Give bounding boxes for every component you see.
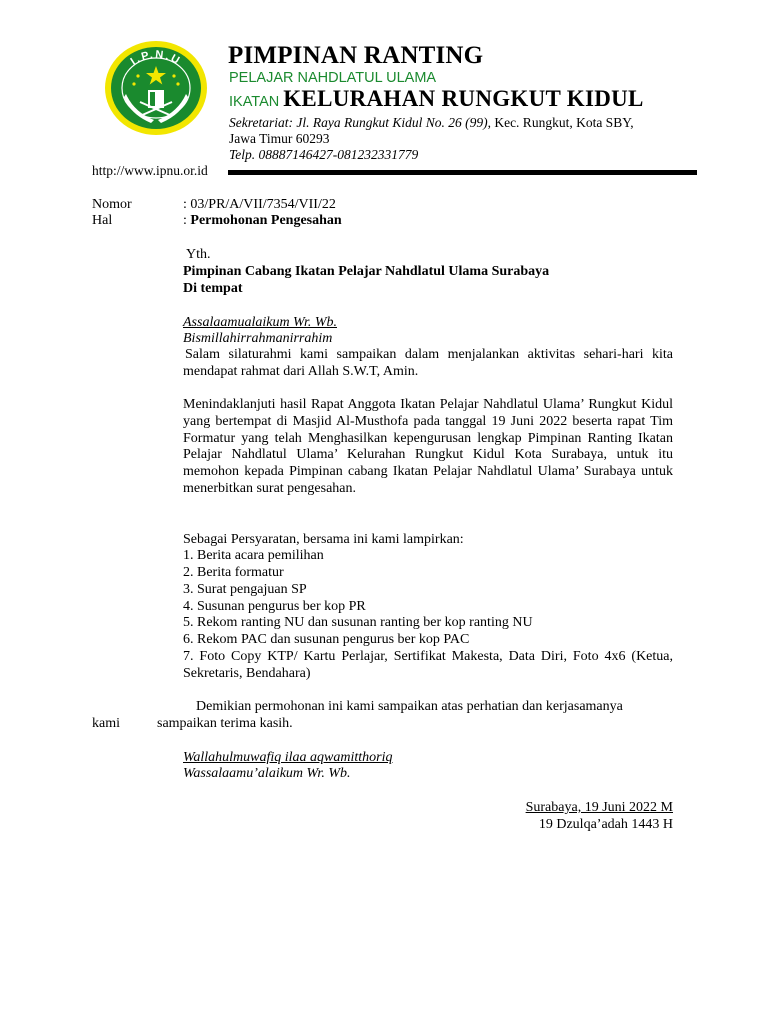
hal-row xyxy=(183,213,342,230)
letterhead-title: PIMPINAN RANTING xyxy=(228,42,484,69)
paragraph-2: Menindaklanjuti hasil Rapat Anggota Ikatan Pelajar Nahdlatul Ulama’ Rungkut Kidul yang bertempat di Masjid Al-Musthofa pada tanggal 19 Juni 2022 beserta rapat Tim Formatur yang telah Menghasilkan kepengurusan lengkap Pimpinan Ranting Ikatan Pelajar Nahdlatul Ulama’ Kelurahan Rungkut Kidul Kota Surabaya, untuk itu memohon kepada Pimpinan cabang Ikatan Pelajar Nahdlatul Ulama’ Surabaya untuk menerbitkan surat pengesahan. xyxy=(183,397,673,496)
letterhead-ikatan: IKATAN xyxy=(229,94,280,110)
attachment-item: 7. Foto Copy KTP/ Kartu Perlajar, Sertifikat Makesta, Data Diri, Foto 4x6 (Ketua, Sekretaris, Bendahara) xyxy=(183,649,673,681)
closing-line1: Demikian permohonan ini kami sampaikan atas perhatian dan kerjasamanya xyxy=(196,699,623,714)
logo-text: I.P.N.U xyxy=(128,48,184,68)
letterhead-kelurahan: KELURAHAN RUNGKUT KIDUL xyxy=(283,86,644,111)
nomor-value: : 03/PR/A/VII/7354/VII/22 xyxy=(183,197,336,212)
paragraph-1: Salam silaturahmi kami sampaikan dalam menjalankan aktivitas sehari-hari kita mendapat rahmat dari Allah S.W.T, Amin. xyxy=(183,347,673,379)
header-rule xyxy=(228,170,697,175)
yth: Yth. xyxy=(186,247,211,262)
date-masehi: Surabaya, 19 Juni 2022 M xyxy=(525,800,673,815)
ipnu-logo xyxy=(104,40,208,136)
attachment-item: 6. Rekom PAC dan susunan pengurus ber kop PAC xyxy=(183,632,470,647)
letterhead-line3 xyxy=(229,86,644,112)
address-rest: , Kec. Rungkut, Kota SBY, xyxy=(487,115,634,130)
recipient-name: Pimpinan Cabang Ikatan Pelajar Nahdlatul Ulama Surabaya xyxy=(183,264,550,279)
website-link[interactable]: http://www.ipnu.or.id xyxy=(92,163,208,178)
phone: Telp. 08887146427-081232331779 xyxy=(229,147,419,162)
letterhead-address xyxy=(229,115,634,131)
attachment-item: 3. Surat pengajuan SP xyxy=(183,582,307,597)
nomor-label: Nomor xyxy=(92,197,132,212)
hal-label: Hal xyxy=(92,213,113,228)
basmalah: Bismillahirrahmanirrahim xyxy=(183,331,333,346)
address-line2: Jawa Timur 60293 xyxy=(229,131,330,146)
wallahul: Wallahulmuwafiq ilaa aqwamitthoriq xyxy=(183,750,393,765)
closing-line2b: sampaikan terima kasih. xyxy=(157,716,293,731)
closing-line2a: kami xyxy=(92,716,120,731)
paragraph-3: Sebagai Persyaratan, bersama ini kami lampirkan: xyxy=(183,532,464,547)
attachment-item: 1. Berita acara pemilihan xyxy=(183,548,324,563)
wassalam: Wassalaamu’alaikum Wr. Wb. xyxy=(183,766,351,781)
hal-colon: : xyxy=(183,213,187,228)
attachment-item: 5. Rekom ranting NU dan susunan ranting ber kop ranting NU xyxy=(183,615,533,630)
letterhead-subtitle: PELAJAR NAHDLATUL ULAMA xyxy=(229,70,437,86)
attachment-item: 2. Berita formatur xyxy=(183,565,284,580)
recipient-place: Di tempat xyxy=(183,281,243,296)
hal-value: Permohonan Pengesahan xyxy=(190,213,342,228)
date-hijri: 19 Dzulqa’adah 1443 H xyxy=(538,817,673,832)
address-italic: Sekretariat: Jl. Raya Rungkut Kidul No. 26 (99) xyxy=(229,115,488,130)
attachment-item: 4. Susunan pengurus ber kop PR xyxy=(183,599,366,614)
salam: Assalaamualaikum Wr. Wb. xyxy=(183,315,337,330)
